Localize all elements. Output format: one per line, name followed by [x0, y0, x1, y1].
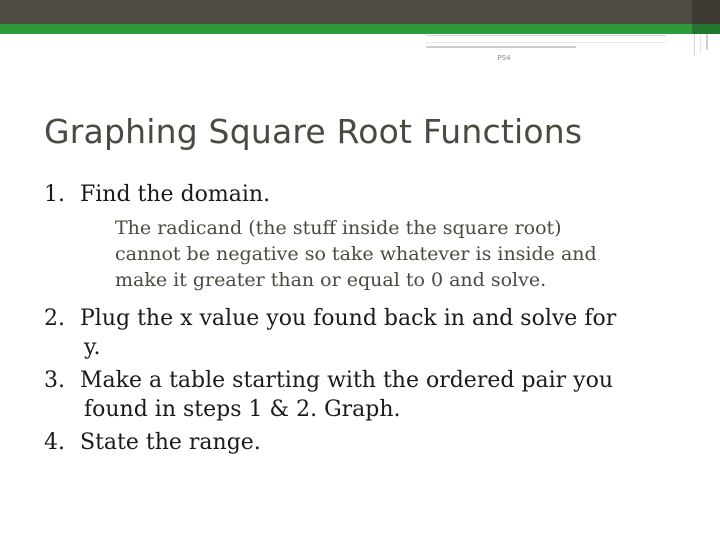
step-number: 4.	[44, 430, 65, 455]
slide-title: Graphing Square Root Functions	[44, 112, 583, 151]
decorative-line	[700, 34, 701, 54]
step-1	[44, 180, 270, 209]
header-dark-corner	[692, 0, 720, 24]
step-text-continued: y.	[84, 335, 101, 360]
header-dark-band	[0, 0, 692, 24]
explanation-line: make it greater than or equal to 0 and solve.	[115, 269, 547, 291]
decorative-line	[426, 35, 666, 36]
step-4	[44, 428, 261, 457]
decorative-line	[694, 34, 695, 56]
page-number: PS4	[497, 54, 511, 62]
step-text: Make a table starting with the ordered pair you	[80, 368, 614, 393]
decorative-line	[426, 46, 576, 48]
step-text: State the range.	[80, 430, 261, 455]
step-text-continued: found in steps 1 & 2. Graph.	[84, 397, 401, 422]
step-text: Plug the x value you found back in and solve for	[80, 306, 617, 331]
step-3	[44, 366, 613, 424]
header-green-corner	[692, 24, 720, 34]
decorative-line	[706, 34, 708, 50]
header-green-band	[0, 24, 692, 34]
step-text: Find the domain.	[80, 182, 271, 207]
decorative-line	[426, 42, 666, 43]
step-number: 2.	[44, 306, 65, 331]
explanation-line: cannot be negative so take whatever is inside and	[115, 243, 597, 265]
step-number: 1.	[44, 182, 65, 207]
domain-explanation	[115, 215, 695, 293]
step-number: 3.	[44, 368, 65, 393]
step-2	[44, 304, 616, 362]
explanation-line: The radicand (the stuff inside the square root)	[115, 217, 562, 239]
